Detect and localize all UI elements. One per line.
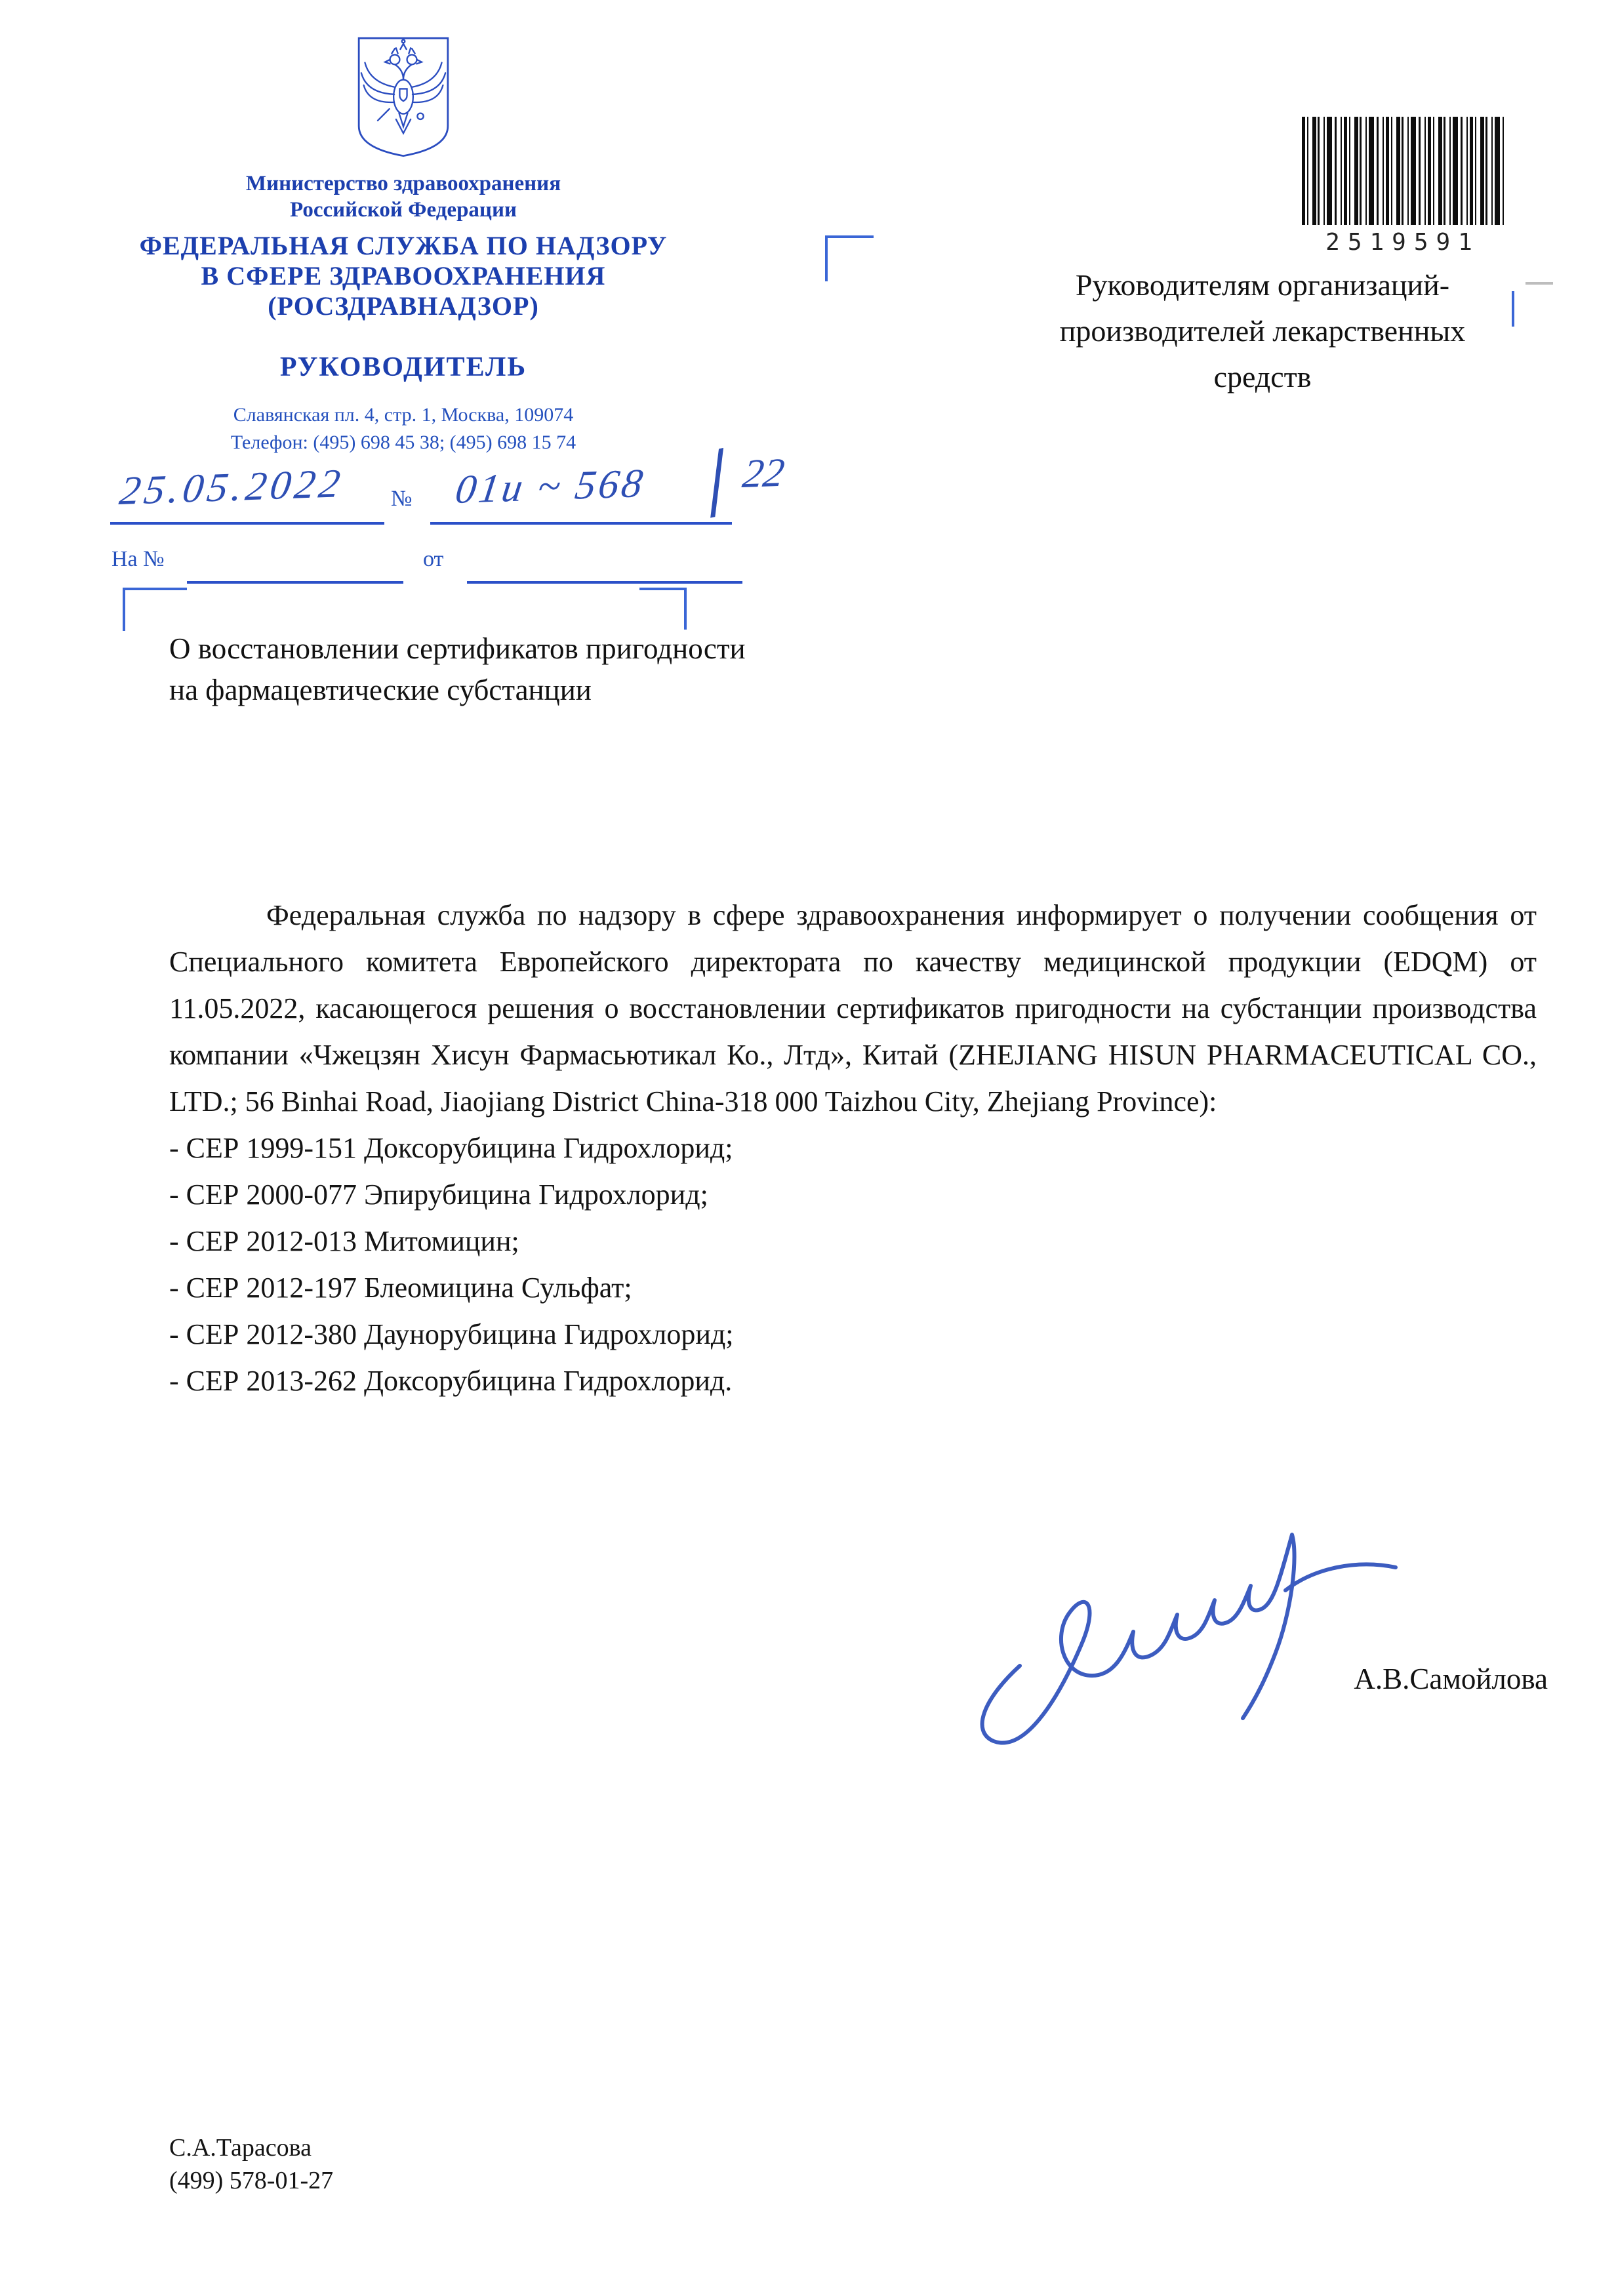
corner-mark-subject-right: [639, 588, 687, 630]
agency-line1: ФЕДЕРАЛЬНАЯ СЛУЖБА ПО НАДЗОРУ: [139, 231, 668, 260]
recipient-line1: Руководителям организаций-: [1075, 268, 1450, 302]
agency-line2: В СФЕРЕ ЗДРАВООХРАНЕНИЯ: [201, 261, 606, 291]
cep-item: - СЕР 2000-077 Эпирубицина Гидрохлорид;: [169, 1178, 708, 1211]
recipient-line2: производителей лекарственных: [1059, 314, 1466, 348]
position-title: РУКОВОДИТЕЛЬ: [279, 352, 527, 382]
ministry-line2: Российской Федерации: [290, 198, 517, 222]
barcode-number: 2519591: [1325, 229, 1480, 256]
number-sign: №: [391, 487, 413, 511]
cep-item: - СЕР 2012-380 Даунорубицина Гидрохлорид;: [169, 1318, 734, 1350]
barcode: [1302, 117, 1504, 225]
agency-name: [111, 231, 695, 321]
ministry-line1: Министерство здравоохранения: [245, 172, 561, 195]
doc-number-suffix: 22: [740, 450, 788, 497]
executor-phone: (499) 578-01-27: [169, 2167, 334, 2194]
executor-block: [169, 2131, 333, 2197]
cep-item: - СЕР 2012-197 Блеомицина Сульфат;: [169, 1272, 632, 1304]
body-paragraph: Федеральная служба по надзору в сфере здравоохранения информирует о получении сообщения от Специального комитета Европейского директората по качеству медицинской продукции (EDQM) от 11.05.2022, касающегося решения о восстановлении сертификатов пригодности на субстанции производства компании «Чжецзян Хисун Фармасьютикал Ко., Лтд», Китай (ZHEJIANG HISUN PHARMACEUTICAL CO., LTD.; 56 Binhai Road, Jiaojiang District China-318 000 Taizhou City, Zhejiang Province):: [169, 899, 1537, 1118]
date-underline: [110, 522, 384, 525]
reply-number-underline: [187, 581, 403, 584]
reply-from-label: от: [423, 547, 444, 571]
org-address: Славянская пл. 4, стр. 1, Москва, 109074: [233, 404, 574, 426]
org-phone: Телефон: (495) 698 45 38; (495) 698 15 74: [230, 432, 576, 453]
corner-mark-subject-left: [123, 588, 187, 631]
doc-number-slash: /: [692, 426, 742, 538]
agency-line3: (РОСЗДРАВНАДЗОР): [268, 291, 539, 321]
subject-line1: О восстановлении сертификатов пригодности: [169, 632, 746, 665]
corner-mark-recipient: [825, 235, 874, 281]
signature-scribble: [958, 1515, 1430, 1777]
signer-name: А.В.Самойлова: [1354, 1662, 1548, 1695]
doc-date-handwritten: 25.05.2022: [117, 461, 347, 514]
executor-name: С.А.Тарасова: [169, 2134, 312, 2162]
subject-line2: на фармацевтические субстанции: [169, 674, 592, 706]
barcode-block: [1302, 117, 1504, 256]
recipient-line3: средств: [1213, 360, 1312, 393]
reply-date-underline: [467, 581, 742, 584]
cep-item: - СЕР 1999-151 Доксорубицина Гидрохлорид;: [169, 1132, 733, 1164]
cep-list: [169, 1125, 1537, 1404]
cep-item: - СЕР 2013-262 Доксорубицина Гидрохлорид.: [169, 1365, 733, 1397]
letter-body: [169, 892, 1537, 1404]
number-underline: [430, 522, 732, 525]
ministry-name: [111, 171, 695, 223]
doc-number-handwritten: 01и ~ 568: [453, 461, 649, 513]
reply-ref-label: На №: [111, 547, 165, 571]
cep-item: - СЕР 2012-013 Митомицин;: [169, 1225, 519, 1257]
coat-of-arms-icon: [352, 33, 455, 161]
subject-block: [169, 628, 891, 711]
recipient-block: [984, 262, 1541, 400]
